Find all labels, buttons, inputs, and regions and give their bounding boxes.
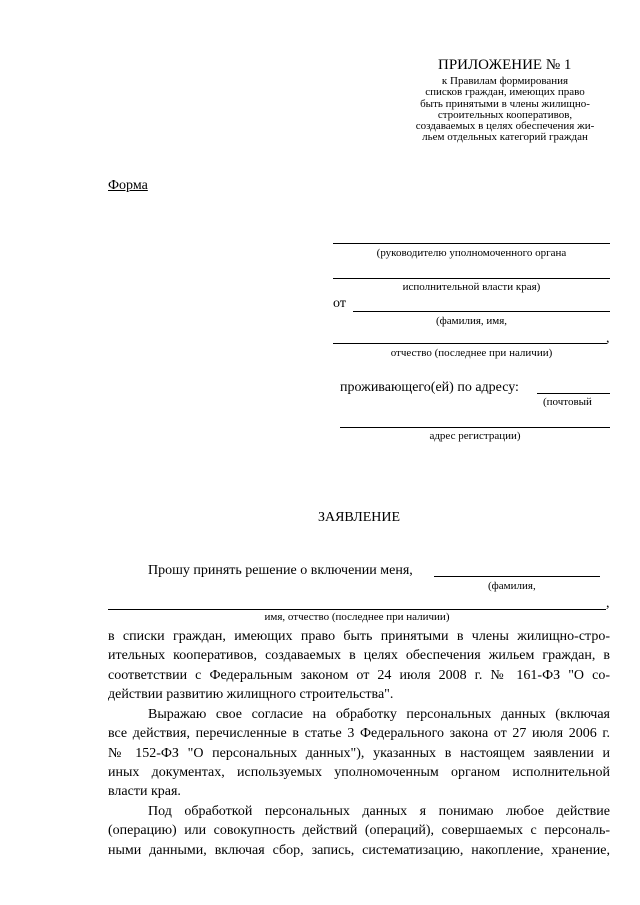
paragraph-line: иных документах, используемых уполномоченным органом исполнительной [108,764,610,780]
addressee-head-line [333,243,610,244]
surname-line [434,576,600,577]
request-comma: , [606,596,610,611]
paragraph-line: Под обработкой персональных данных я понимаю любое действие [148,804,610,819]
patronymic-line [333,343,607,344]
paragraph-line: все действия, перечисленные в статье 3 Федерального закона от 27 июля 2006 г. [108,726,610,742]
hint-authority: исполнительной власти края) [402,281,541,293]
registration-line [340,427,610,428]
request-text: Прошу принять решение о включении меня, [148,563,413,578]
paragraph-line: ительных кооперативов, создаваемых в целях обеспечения жильем граждан, в [108,648,610,664]
from-label: от [333,296,346,311]
appendix-line: к Правилам формирования [441,75,569,87]
address-label: проживающего(ей) по адресу: [340,380,519,395]
hint-name-patronymic: имя, отчество (последнее при наличии) [264,611,450,623]
hint-name: (фамилия, имя, [435,315,508,327]
paragraph-line: (операцию) или совокупность действий (операций), совершаемых с персональ- [108,823,610,839]
address-line [537,393,610,394]
hint-patronymic: отчество (последнее при наличии) [390,347,553,359]
paragraph-line: в списки граждан, имеющих право быть принятыми в члены жилищно-стро- [108,629,610,644]
paragraph-1 [108,627,610,704]
paragraph-line: действии развитию жилищного строительства". [108,686,394,702]
appendix-line: быть принятыми в члены жилищно- [420,97,590,110]
paragraph-line: ными данными, включая сбор, запись, систематизацию, накопление, хранение, [108,842,610,858]
doc-title: ЗАЯВЛЕНИЕ [317,510,401,525]
paragraph-2 [108,705,610,801]
appendix-line: списков граждан, имеющих право [425,86,585,99]
hint-registration: адрес регистрации) [429,430,521,442]
hint-postal: (почтовый [543,396,592,408]
paragraph-line: власти края. [108,784,181,800]
hint-surname: (фамилия, [488,580,536,592]
appendix-line: льем отдельных категорий граждан [422,131,588,144]
addressee-authority-line [333,278,610,279]
from-line [353,311,610,312]
paragraph-line: № 152-ФЗ "О персональных данных"), указанных в настоящем заявлении и [108,745,610,761]
comma: , [606,331,610,346]
hint-head: (руководителю уполномоченного органа [376,247,567,259]
appendix-title: ПРИЛОЖЕНИЕ № 1 [438,57,572,73]
form-label: Форма [108,178,148,193]
paragraph-3 [108,802,610,860]
appendix-subtitle [385,76,625,144]
name-patronymic-line [108,609,606,610]
paragraph-line: Выражаю свое согласие на обработку персональных данных (включая [148,707,610,722]
paragraph-line: соответствии с Федеральным законом от 24 июля 2008 г. № 161-ФЗ "О со- [108,667,610,683]
appendix-line: строительных кооперативов, [437,108,573,121]
appendix-line: создаваемых в целях обеспечения жи- [415,120,595,133]
